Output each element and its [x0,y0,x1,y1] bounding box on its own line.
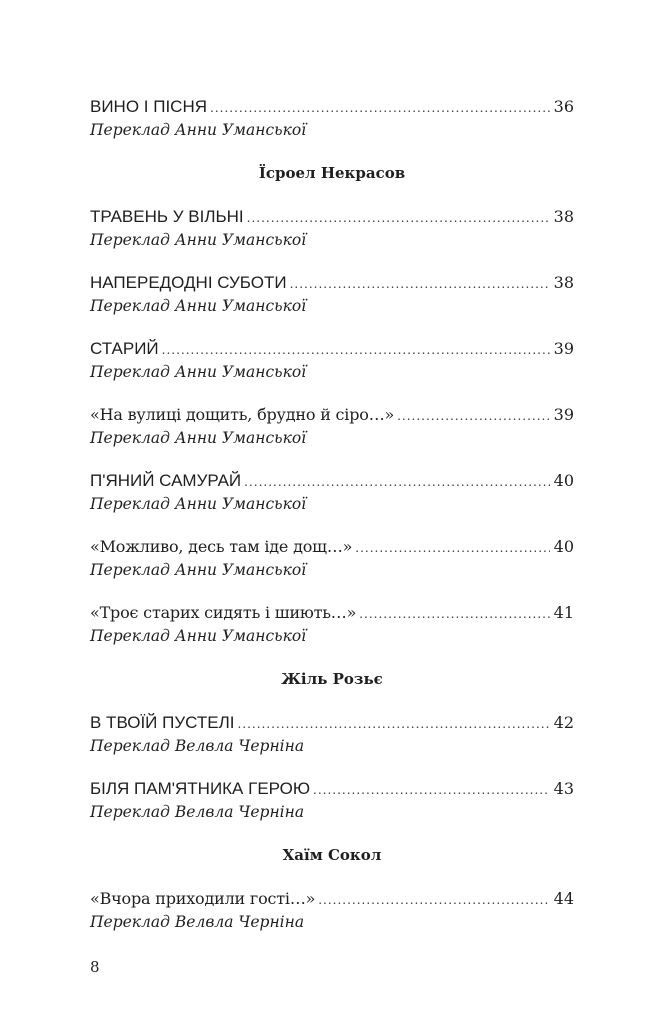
toc-entry[interactable] [90,712,574,757]
dot-leader [210,97,550,119]
entry-translator: Переклад Анни Уманської [90,627,307,645]
entry-page-number: 44 [553,889,574,908]
dot-leader [318,889,549,911]
entry-page-number: 41 [553,603,574,622]
entry-translator: Переклад Велвла Черніна [90,913,305,931]
dot-leader [397,405,550,427]
toc-entry[interactable] [90,96,574,141]
author-heading: Їсроел Некрасов [258,164,406,182]
toc-entry[interactable] [90,778,574,823]
entry-page-number: 43 [553,779,574,798]
toc-entry[interactable] [90,338,574,383]
toc-entry-line [90,206,574,229]
toc-entry[interactable] [90,888,574,933]
toc-entry[interactable] [90,206,574,251]
toc-entry[interactable] [90,602,574,647]
author-heading: Хаїм Сокол [282,846,382,864]
toc-entry-line [90,272,574,295]
dot-leader [290,273,550,295]
entry-title: П'ЯНИЙ САМУРАЙ [90,471,242,490]
entry-title: В ТВОЇЙ ПУСТЕЛІ [90,713,235,732]
entry-title: СТАРИЙ [90,339,159,358]
entry-page-number: 38 [553,207,574,226]
entry-page-number: 42 [553,713,574,732]
page-number: 8 [90,958,100,976]
toc-entry[interactable] [90,404,574,449]
dot-leader [244,471,550,493]
entry-page-number: 40 [553,471,574,490]
entry-translator: Переклад Анни Уманської [90,231,307,249]
dot-leader [313,779,550,801]
dot-leader [247,207,550,229]
entry-title: ТРАВЕНЬ У ВІЛЬНІ [90,207,244,226]
entry-page-number: 39 [553,405,574,424]
entry-translator: Переклад Анни Уманської [90,561,307,579]
entry-page-number: 38 [553,273,574,292]
toc-entry-line [90,712,574,735]
toc-entry-line [90,536,574,559]
author-heading: Жіль Розьє [281,670,383,688]
toc-entry[interactable] [90,470,574,515]
entry-page-number: 40 [553,537,574,556]
entry-title: НАПЕРЕДОДНІ СУБОТИ [90,273,287,292]
entry-translator: Переклад Анни Уманської [90,429,307,447]
table-of-contents [90,96,574,954]
entry-translator: Переклад Анни Уманської [90,297,307,315]
entry-title: ВИНО І ПІСНЯ [90,97,207,116]
toc-entry[interactable] [90,272,574,317]
dot-leader [162,339,550,361]
dot-leader [237,713,549,735]
entry-translator: Переклад Анни Уманської [90,495,307,513]
entry-title: «Можливо, десь там іде дощ…» [90,537,353,556]
toc-entry-line [90,338,574,361]
toc-entry-line [90,96,574,119]
entry-title: «Троє старих сидять і шиють…» [90,603,357,622]
dot-leader [359,603,549,625]
toc-entry-line [90,470,574,493]
toc-entry-line [90,778,574,801]
entry-translator: Переклад Анни Уманської [90,363,307,381]
entry-translator: Переклад Велвла Черніна [90,737,305,755]
toc-entry-line [90,602,574,625]
toc-entry-line [90,888,574,911]
toc-entry-line [90,404,574,427]
entry-translator: Переклад Велвла Черніна [90,803,305,821]
entry-title: «На вулиці дощить, брудно й сіро…» [90,405,395,424]
entry-page-number: 36 [553,97,574,116]
entry-translator: Переклад Анни Уманської [90,121,307,139]
dot-leader [355,537,549,559]
entry-page-number: 39 [553,339,574,358]
toc-entry[interactable] [90,536,574,581]
entry-title: «Вчора приходили гості…» [90,889,316,908]
entry-title: БІЛЯ ПАМ'ЯТНИКА ГЕРОЮ [90,779,311,798]
